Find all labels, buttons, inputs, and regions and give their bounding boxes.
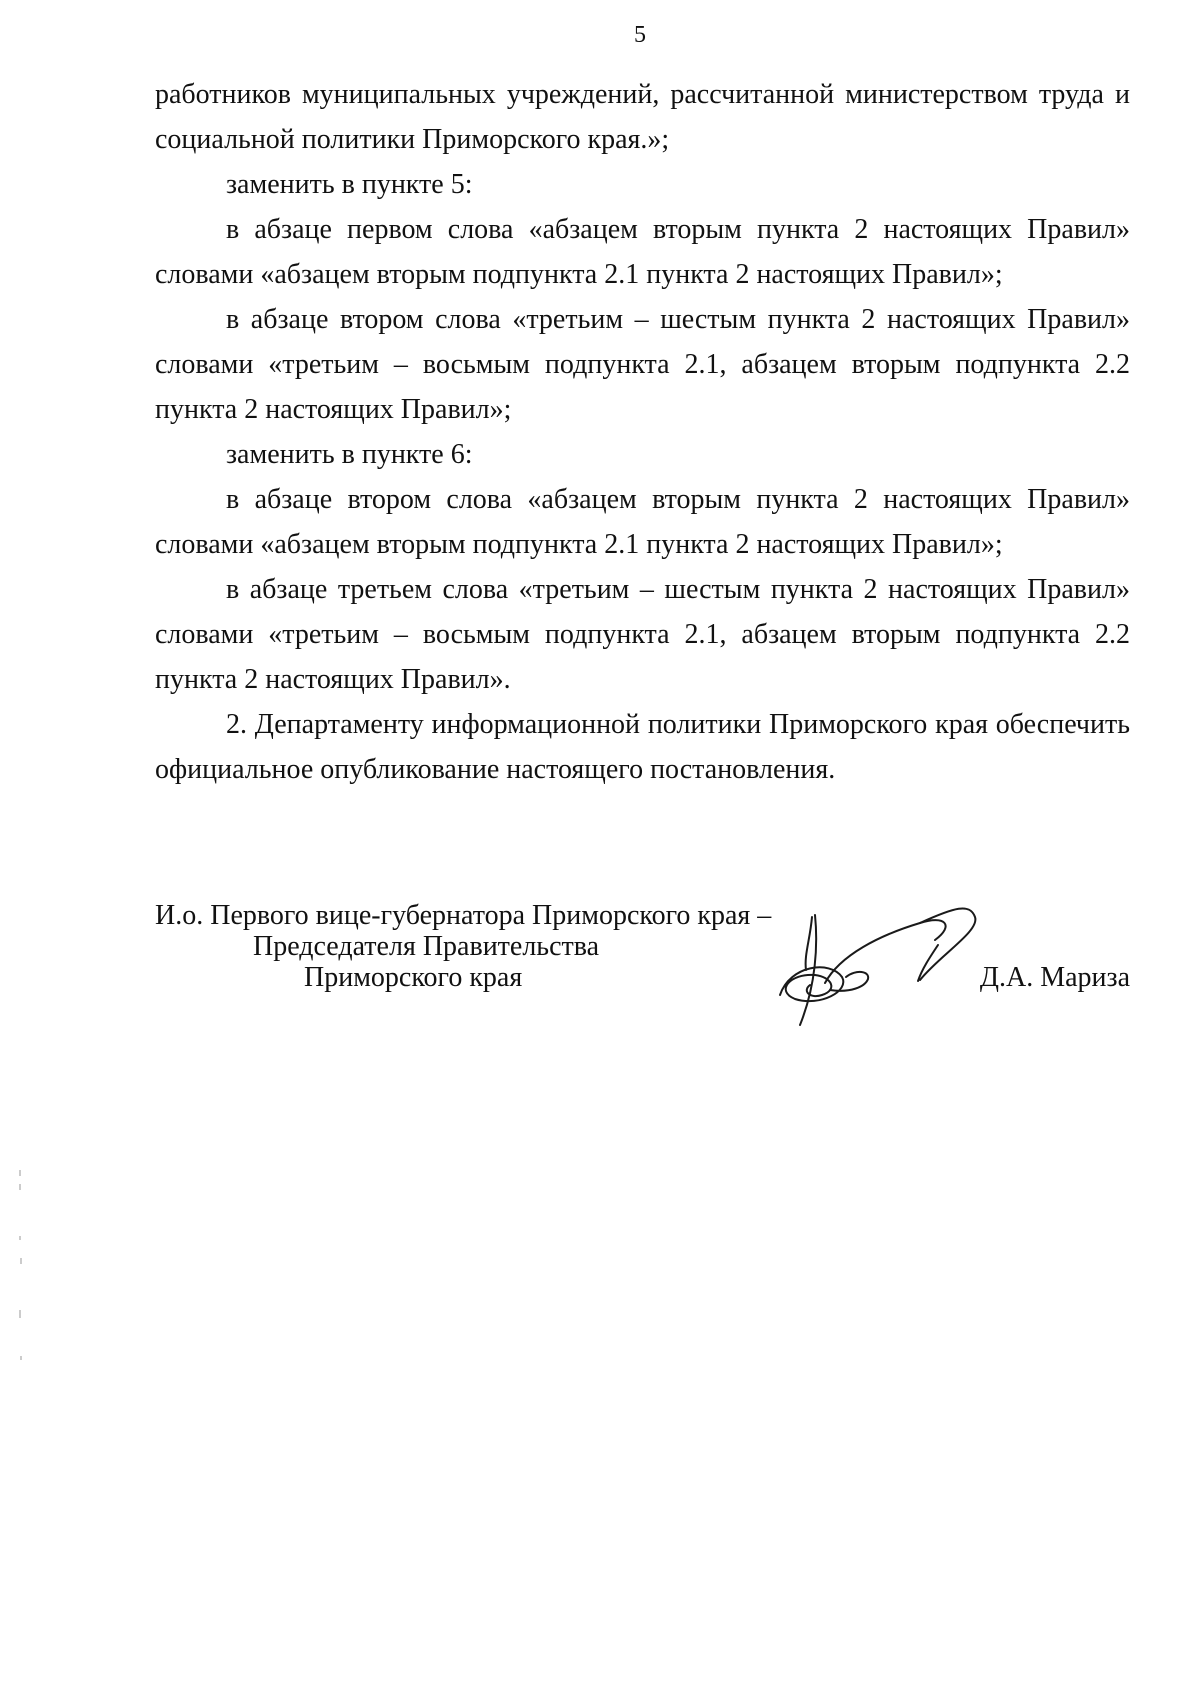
signatory-position-line-1: И.о. Первого вице-губернатора Приморского края – [155,900,772,931]
paragraph: заменить в пункте 5: [226,169,473,200]
signatory-position-line-3: Приморского края [304,962,523,993]
paragraph: в абзаце третьем слова «третьим – шестым пункта 2 настоящих Правил» словами «третьим – восьмым подпункта 2.1, абзацем вторым подпункта 2.2 пункта 2 настоящих Правил». [155,574,1130,695]
paragraph: работников муниципальных учреждений, рассчитанной министерством труда и социальной политики Приморского края.»; [155,79,1130,155]
page-number: 5 [634,22,646,48]
paragraph: заменить в пункте 6: [226,439,473,470]
paragraph: в абзаце втором слова «третьим – шестым пункта 2 настоящих Правил» словами «третьим – восьмым подпункта 2.1, абзацем вторым подпункта 2.2 пункта 2 настоящих Правил»; [155,304,1130,425]
paragraph: в абзаце втором слова «абзацем вторым пункта 2 настоящих Правил» словами «абзацем вторым подпункта 2.1 пункта 2 настоящих Правил»; [155,484,1130,560]
handwritten-signature [770,895,1000,1030]
paragraph: 2. Департаменту информационной политики Приморского края обеспечить официальное опубликование настоящего постановления. [155,709,1130,785]
paragraph: в абзаце первом слова «абзацем вторым пункта 2 настоящих Правил» словами «абзацем вторым подпункта 2.1 пункта 2 настоящих Правил»; [155,214,1130,290]
signatory-name: Д.А. Мариза [979,962,1130,993]
signatory-position-line-2: Председателя Правительства [253,931,600,962]
document-body [155,72,1130,792]
scan-margin-marks [18,1170,24,1370]
